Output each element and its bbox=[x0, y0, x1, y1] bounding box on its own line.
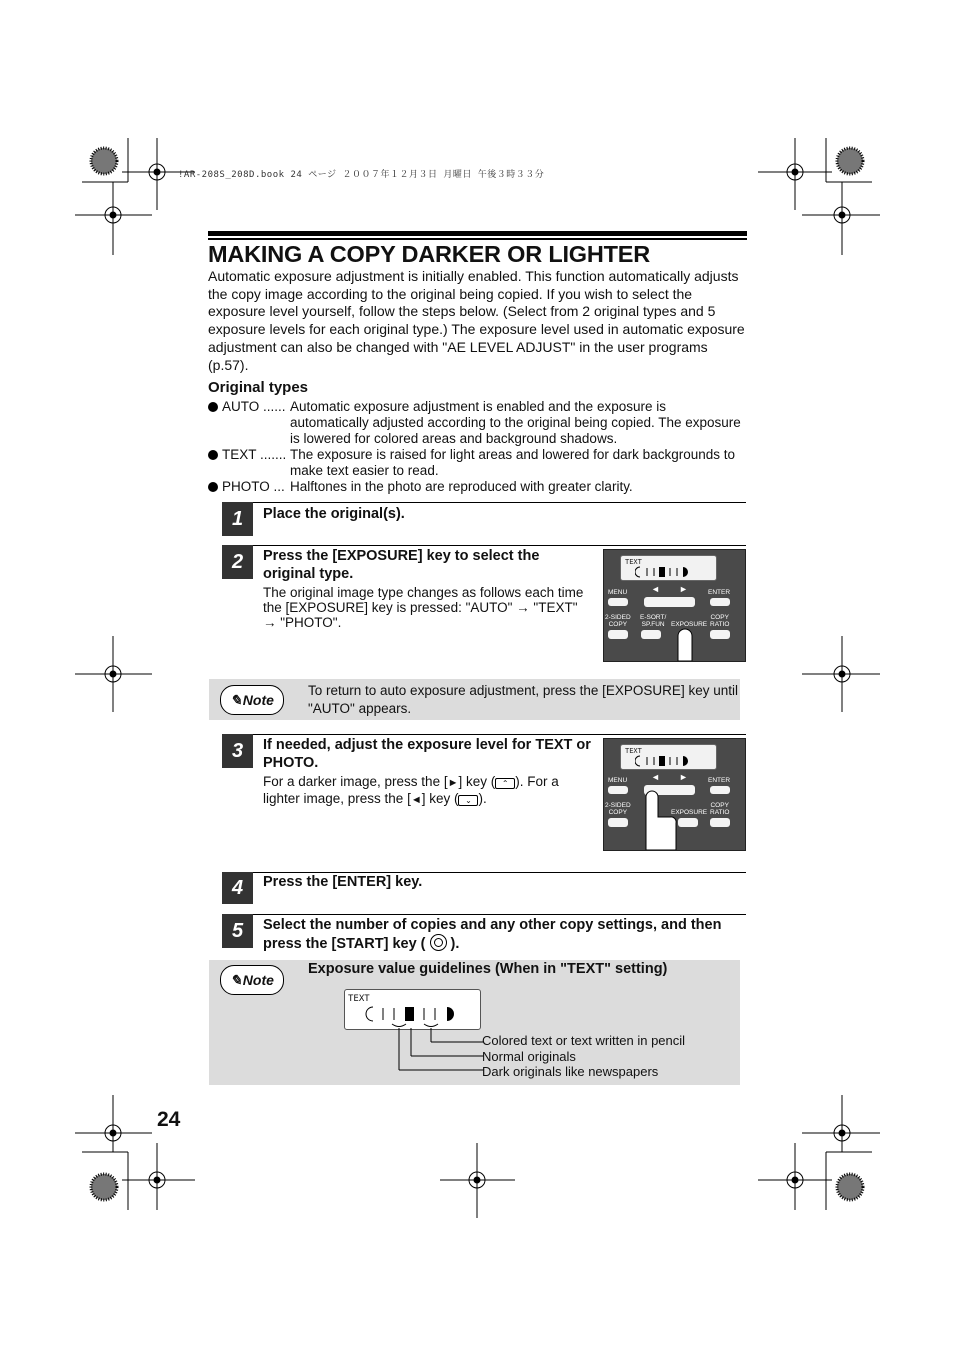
down-key-icon: ⌄ bbox=[458, 795, 478, 806]
step-text: "TEXT" bbox=[529, 600, 578, 615]
right-arrow-icon: ► bbox=[679, 584, 688, 594]
left-triangle-icon: ◄ bbox=[410, 794, 422, 806]
step-title bbox=[263, 916, 743, 953]
legend-item: Dark originals like newspapers bbox=[482, 1064, 659, 1079]
pencil-icon: ✎ bbox=[230, 971, 242, 988]
arrow-right-icon: → bbox=[263, 615, 277, 630]
esort-button bbox=[641, 630, 661, 639]
step-number: 1 bbox=[222, 502, 253, 536]
type-label: AUTO ...... bbox=[222, 399, 286, 414]
two-sided-button bbox=[608, 818, 628, 827]
two-sided-label bbox=[605, 802, 631, 816]
step-number: 4 bbox=[222, 872, 253, 904]
up-key-icon: ⌃ bbox=[495, 778, 515, 789]
note-label: Note bbox=[242, 692, 274, 708]
control-panel-illustration bbox=[603, 549, 746, 662]
exposure-label: EXPOSURE bbox=[671, 621, 708, 628]
type-description: Halftones in the photo are reproduced with greater clarity. bbox=[290, 479, 633, 494]
original-types-heading: Original types bbox=[208, 379, 309, 396]
legend-item: Colored text or text written in pencil bbox=[482, 1033, 686, 1048]
list-item bbox=[208, 479, 748, 495]
title-rule-thin bbox=[208, 238, 747, 240]
note-badge bbox=[220, 685, 284, 715]
exposure-scale-icon bbox=[365, 1006, 460, 1022]
menu-button bbox=[608, 598, 628, 606]
step-number: 3 bbox=[222, 734, 253, 768]
step-title: Press the [EXPOSURE] key to select the original type. bbox=[263, 548, 540, 582]
right-arrow-icon: ► bbox=[679, 772, 688, 782]
legend-item: Normal originals bbox=[482, 1048, 576, 1064]
lcd-label: TEXT bbox=[625, 747, 642, 755]
exposure-button bbox=[678, 818, 698, 827]
note-heading: Exposure value guidelines (When in "TEXT" setting) bbox=[308, 961, 668, 977]
step-text: ] key ( bbox=[421, 791, 459, 806]
step-text: For a darker image, press the [ bbox=[263, 774, 448, 789]
lcd-display bbox=[620, 555, 717, 581]
type-label: TEXT ....... bbox=[222, 447, 287, 462]
label-text: COPY bbox=[710, 614, 729, 621]
label-text: E-SORT/ bbox=[640, 614, 667, 621]
step-title: If needed, adjust the exposure level for TEXT or PHOTO. bbox=[263, 737, 591, 771]
note-badge bbox=[220, 965, 284, 995]
type-description: The exposure is raised for light areas and lowered for dark backgrounds to make text easier to read. bbox=[290, 447, 735, 478]
step-body bbox=[263, 774, 593, 808]
esort-label bbox=[640, 614, 666, 628]
title-rule bbox=[208, 231, 747, 236]
label-text: COPY bbox=[608, 809, 628, 816]
exposure-label: EXPOSURE bbox=[671, 809, 708, 816]
start-key-icon bbox=[430, 934, 447, 951]
bullet-icon bbox=[208, 402, 218, 412]
step-text: The original image type changes as follows each time the [EXPOSURE] key is pressed: "AUTO" bbox=[263, 585, 584, 615]
step-text: Select the number of copies and any other copy settings, and then press the [START] key ( bbox=[263, 917, 722, 952]
lcd-label: TEXT bbox=[625, 558, 642, 566]
print-header: !AR-208S_208D.book 24 ページ ２００７年１２月３日 月曜日 午後３時３３分 bbox=[178, 170, 545, 180]
step-divider bbox=[222, 734, 746, 735]
page-number: 24 bbox=[157, 1108, 181, 1131]
step-text: ). bbox=[478, 791, 487, 806]
two-sided-button bbox=[608, 630, 628, 639]
lcd-display bbox=[620, 744, 717, 770]
copy-ratio-label bbox=[710, 614, 729, 628]
finger-icon bbox=[640, 787, 680, 850]
step-body bbox=[263, 585, 588, 630]
label-text: RATIO bbox=[710, 621, 730, 628]
control-panel-illustration bbox=[603, 738, 746, 851]
list-item bbox=[208, 447, 748, 479]
copy-ratio-button bbox=[710, 818, 730, 827]
pencil-icon: ✎ bbox=[230, 691, 242, 708]
legend-leader-lines bbox=[389, 1023, 484, 1073]
original-types-list bbox=[208, 399, 748, 495]
arrow-right-icon: → bbox=[516, 600, 530, 615]
step-divider bbox=[222, 545, 746, 546]
right-triangle-icon: ► bbox=[447, 777, 459, 789]
label-text: SP.FUN bbox=[641, 621, 665, 628]
legend-list bbox=[482, 1033, 685, 1080]
arrow-keys bbox=[644, 597, 695, 607]
label-text: RATIO bbox=[710, 809, 730, 816]
left-arrow-icon: ◄ bbox=[651, 772, 660, 782]
note-text: To return to auto exposure adjustment, press the [EXPOSURE] key until "AUTO" appears. bbox=[308, 683, 738, 716]
note-box bbox=[209, 679, 740, 720]
two-sided-label bbox=[605, 614, 631, 628]
list-item bbox=[208, 399, 748, 447]
note-box bbox=[209, 960, 740, 1085]
label-text: COPY bbox=[710, 802, 729, 809]
step-number: 2 bbox=[222, 545, 253, 579]
enter-label: ENTER bbox=[708, 589, 731, 596]
page-title: MAKING A COPY DARKER OR LIGHTER bbox=[208, 241, 651, 267]
step-title: Place the original(s). bbox=[263, 506, 405, 522]
bullet-icon bbox=[208, 482, 218, 492]
intro-paragraph: Automatic exposure adjustment is initially enabled. This function automatically adjusts the copy image according to the original being copied. If you wish to select the exposure level yourself, follow the steps below. (Select from 2 original types and 5 exposure levels for each original type.) The exposure level used in automatic exposure adjustment can also be changed with "AE LEVEL ADJUST" in the user programs (p.57). bbox=[208, 268, 745, 373]
label-text: COPY bbox=[608, 621, 628, 628]
exposure-scale-icon bbox=[635, 566, 695, 578]
step-text: ] key ( bbox=[458, 774, 496, 789]
type-description: Automatic exposure adjustment is enabled and the exposure is automatically adjusted according to the original being copied. The exposure is lowered for colored areas and background shadows. bbox=[290, 399, 741, 446]
exposure-scale-icon bbox=[635, 755, 695, 767]
step-number: 5 bbox=[222, 914, 253, 948]
finger-icon bbox=[676, 628, 694, 661]
note-label: Note bbox=[242, 972, 274, 988]
step-text: "PHOTO". bbox=[276, 615, 342, 630]
menu-label: MENU bbox=[608, 777, 628, 784]
copy-ratio-button bbox=[710, 630, 730, 639]
menu-label: MENU bbox=[608, 589, 628, 596]
enter-button bbox=[710, 786, 730, 794]
step-text: ). bbox=[446, 936, 460, 952]
lcd-label: TEXT bbox=[348, 994, 370, 1004]
step-text: ). For a lighter image, press the [ bbox=[263, 774, 559, 806]
label-text: 2-SIDED bbox=[605, 802, 631, 809]
step-divider bbox=[222, 502, 746, 503]
enter-button bbox=[710, 598, 730, 606]
menu-button bbox=[608, 786, 628, 794]
bullet-icon bbox=[208, 450, 218, 460]
step-divider bbox=[222, 914, 746, 915]
label-text: 2-SIDED bbox=[605, 614, 631, 621]
type-label: PHOTO ... bbox=[222, 479, 285, 494]
step-title: Press the [ENTER] key. bbox=[263, 874, 423, 890]
enter-label: ENTER bbox=[708, 777, 731, 784]
copy-ratio-label bbox=[710, 802, 729, 816]
left-arrow-icon: ◄ bbox=[651, 584, 660, 594]
